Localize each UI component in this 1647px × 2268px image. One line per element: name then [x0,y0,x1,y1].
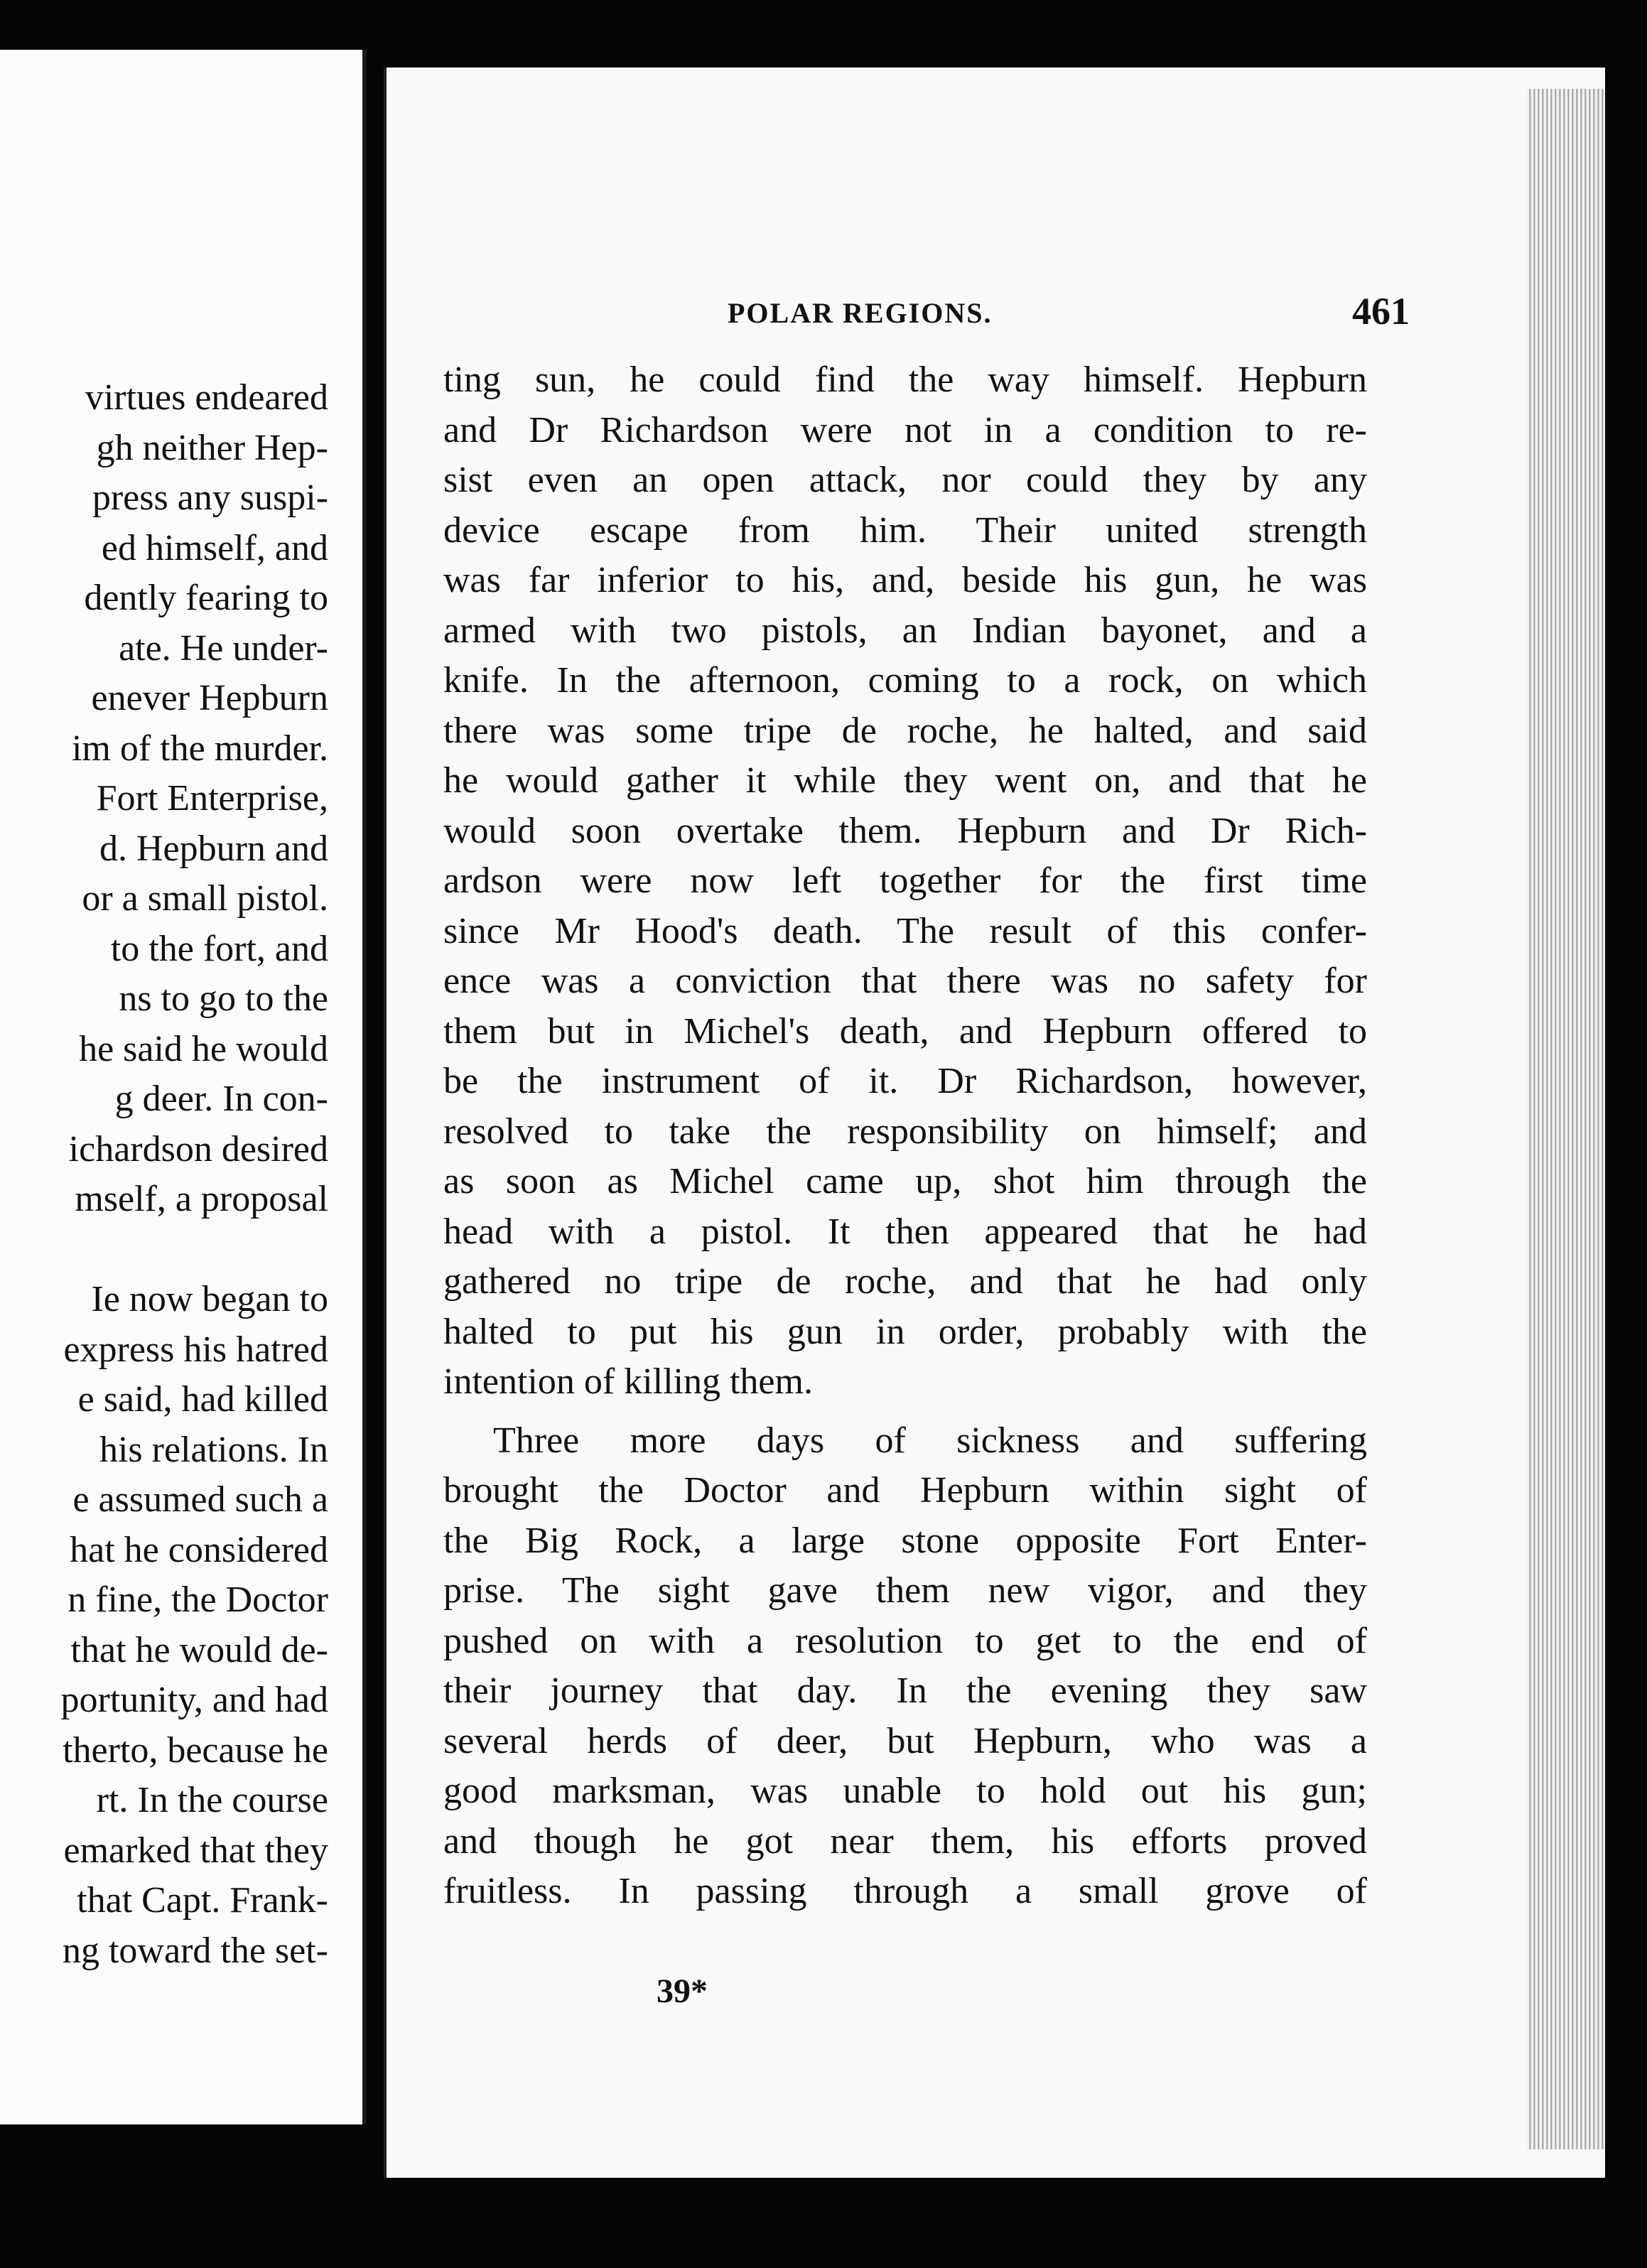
left-text-line: that he would de- [70,1629,328,1670]
left-text-line: e assumed such a [72,1479,328,1520]
left-text-line: ate. He under- [119,627,328,669]
left-facing-page [0,50,367,2124]
text-line: sist even an open attack, nor could they by any [443,460,1367,500]
paragraph-gap [443,1408,1367,1416]
text-line: there was some tripe de roche, he halted, and said [443,710,1367,751]
left-text-line: hat he considered [70,1529,328,1570]
left-text-line: e said, had killed [77,1379,328,1420]
text-line: and though he got near them, his efforts proved [443,1820,1367,1862]
left-text-line: press any suspi- [92,477,328,518]
left-text-line: portunity, and had [60,1680,328,1720]
running-head-title: POLAR REGIONS. [728,297,993,329]
left-text-line: ed himself, and [101,527,328,568]
text-line: resolved to take the responsibility on himself; and [443,1111,1367,1152]
paragraph-1 [443,355,1367,1408]
left-text-line: he said he would [79,1028,328,1069]
left-text-line: d. Hepburn and [99,828,328,869]
left-text-line: that Capt. Frank- [77,1880,328,1921]
left-page-text [0,373,328,1976]
left-text-line: im of the murder. [71,728,328,769]
text-line: knife. In the afternoon, coming to a rock, on which [443,660,1367,701]
text-line: gathered no tripe de roche, and that he had only [443,1261,1367,1302]
left-text-line: ichardson desired [68,1128,328,1170]
left-text-line: rt. In the course [96,1780,328,1820]
text-line: device escape from him. Their united strength [443,509,1367,551]
text-line: was far inferior to his, and, beside his gun, he was [443,560,1367,600]
text-line: he would gather it while they went on, and that he [443,760,1367,801]
left-text-line: Ie now began to [91,1279,328,1319]
text-line: the Big Rock, a large stone opposite Fort Enter- [443,1520,1367,1561]
page-number: 461 [1352,290,1410,333]
text-line: as soon as Michel came up, shot him through the [443,1161,1367,1202]
left-text-line [0,1225,328,1275]
running-head [728,289,1410,332]
left-text-line: his relations. In [99,1429,328,1470]
left-text-line: virtues endeared [85,377,328,418]
left-text-line: dently fearing to [84,578,328,618]
paragraph-2 [443,1416,1367,1917]
text-line: would soon overtake them. Hepburn and Dr Rich- [443,810,1367,851]
left-text-line: emarked that they [63,1830,328,1871]
left-text-line: gh neither Hep- [96,427,328,468]
text-line: Three more days of sickness and suffering [493,1420,1367,1461]
right-page [384,68,1605,2178]
text-line: several herds of deer, but Hepburn, who was a [443,1720,1367,1761]
text-line: be the instrument of it. Dr Richardson, however, [443,1061,1367,1101]
left-text-line: or a small pistol. [82,878,328,919]
left-text-line: n fine, the Doctor [68,1580,328,1620]
left-text-line: mself, a proposal [75,1179,328,1219]
text-line: ence was a conviction that there was no safety for [443,961,1367,1001]
text-line: their journey that day. In the evening they saw [443,1670,1367,1711]
text-line: pushed on with a resolution to get to the end of [443,1620,1367,1661]
text-line: ting sun, he could find the way himself. Hepburn [443,360,1367,400]
left-text-line: g deer. In con- [114,1079,328,1119]
text-line: head with a pistol. It then appeared that he had [443,1211,1367,1252]
left-text-line: ns to go to the [119,978,328,1019]
text-line: prise. The sight gave them new vigor, and they [443,1570,1367,1611]
left-text-line: ng toward the set- [62,1930,328,1971]
text-line: brought the Doctor and Hepburn within sight of [443,1470,1367,1511]
text-line: halted to put his gun in order, probably with the [443,1311,1367,1352]
left-text-line: enever Hepburn [91,678,328,718]
text-line: armed with two pistols, an Indian bayonet, and a [443,610,1367,651]
body-text [443,355,1367,1917]
left-text-line: Fort Enterprise, [96,778,328,819]
page-edge [1527,89,1605,2149]
text-line: them but in Michel's death, and Hepburn offered to [443,1010,1367,1052]
text-line: ardson were now left together for the first time [443,860,1367,901]
left-text-line: express his hatred [63,1329,328,1370]
signature-mark: 39* [657,1972,708,2010]
left-text-line: to the fort, and [110,928,328,969]
text-line: since Mr Hood's death. The result of this confer- [443,910,1367,951]
text-line: and Dr Richardson were not in a condition to re- [443,409,1367,450]
text-line: intention of killing them. [443,1361,813,1402]
text-line: fruitless. In passing through a small grove of [443,1871,1367,1911]
text-line: good marksman, was unable to hold out his gun; [443,1771,1367,1811]
left-text-line: therto, because he [63,1729,328,1771]
